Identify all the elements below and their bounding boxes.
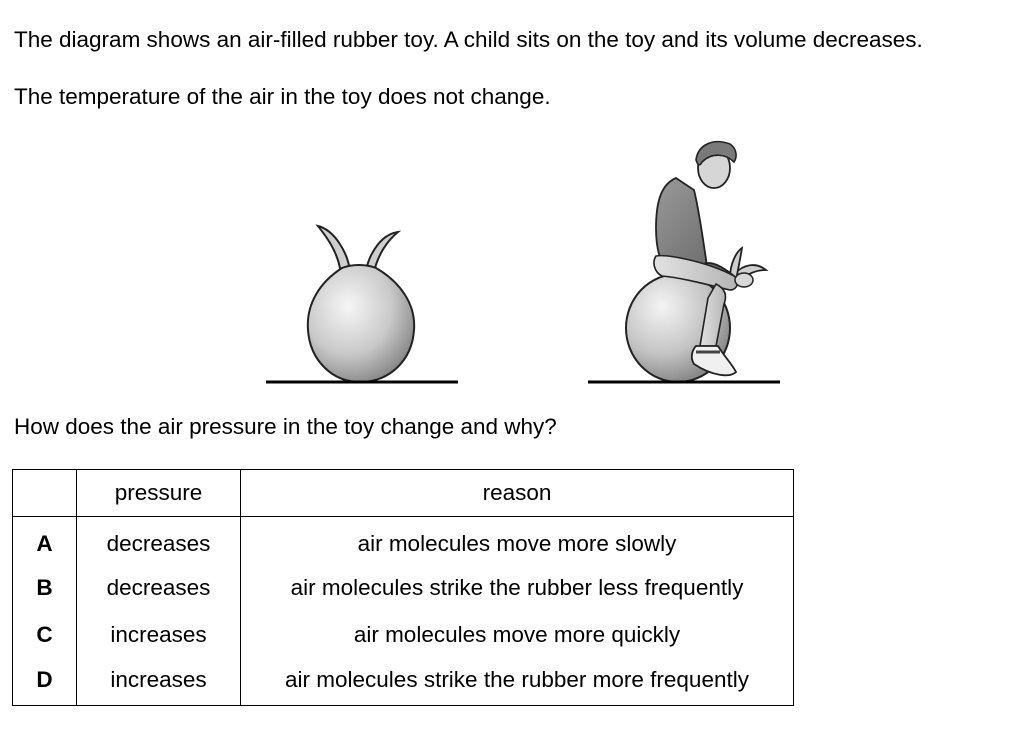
option-pressure: increases (77, 658, 241, 706)
option-pressure: decreases (77, 564, 241, 611)
question-intro: The diagram shows an air-filled rubber toy. A child sits on the toy and its volume decreases. (14, 27, 923, 52)
option-reason: air molecules strike the rubber less frequently (241, 564, 794, 611)
answer-options-table (12, 469, 794, 706)
option-letter[interactable]: A (13, 517, 77, 565)
option-letter[interactable]: C (13, 611, 77, 658)
question-prompt: How does the air pressure in the toy change and why? (14, 414, 557, 439)
option-reason: air molecules move more quickly (241, 611, 794, 658)
rubber-toy-figure (262, 212, 462, 388)
header-letter (13, 470, 77, 517)
header-reason: reason (241, 470, 794, 517)
option-reason: air molecules move more slowly (241, 517, 794, 565)
table-row[interactable] (13, 611, 794, 658)
rubber-toy-icon (262, 212, 462, 388)
child-sitting-on-toy-icon (584, 138, 784, 388)
table-header-row (13, 470, 794, 517)
option-pressure: decreases (77, 517, 241, 565)
child-on-toy-figure (584, 138, 784, 388)
question-condition: The temperature of the air in the toy does not change. (14, 84, 551, 109)
option-letter[interactable]: B (13, 564, 77, 611)
option-pressure: increases (77, 611, 241, 658)
header-pressure: pressure (77, 470, 241, 517)
option-letter[interactable]: D (13, 658, 77, 706)
option-reason: air molecules strike the rubber more frequently (241, 658, 794, 706)
table-row[interactable] (13, 658, 794, 706)
table-row[interactable] (13, 564, 794, 611)
table-row[interactable] (13, 517, 794, 565)
